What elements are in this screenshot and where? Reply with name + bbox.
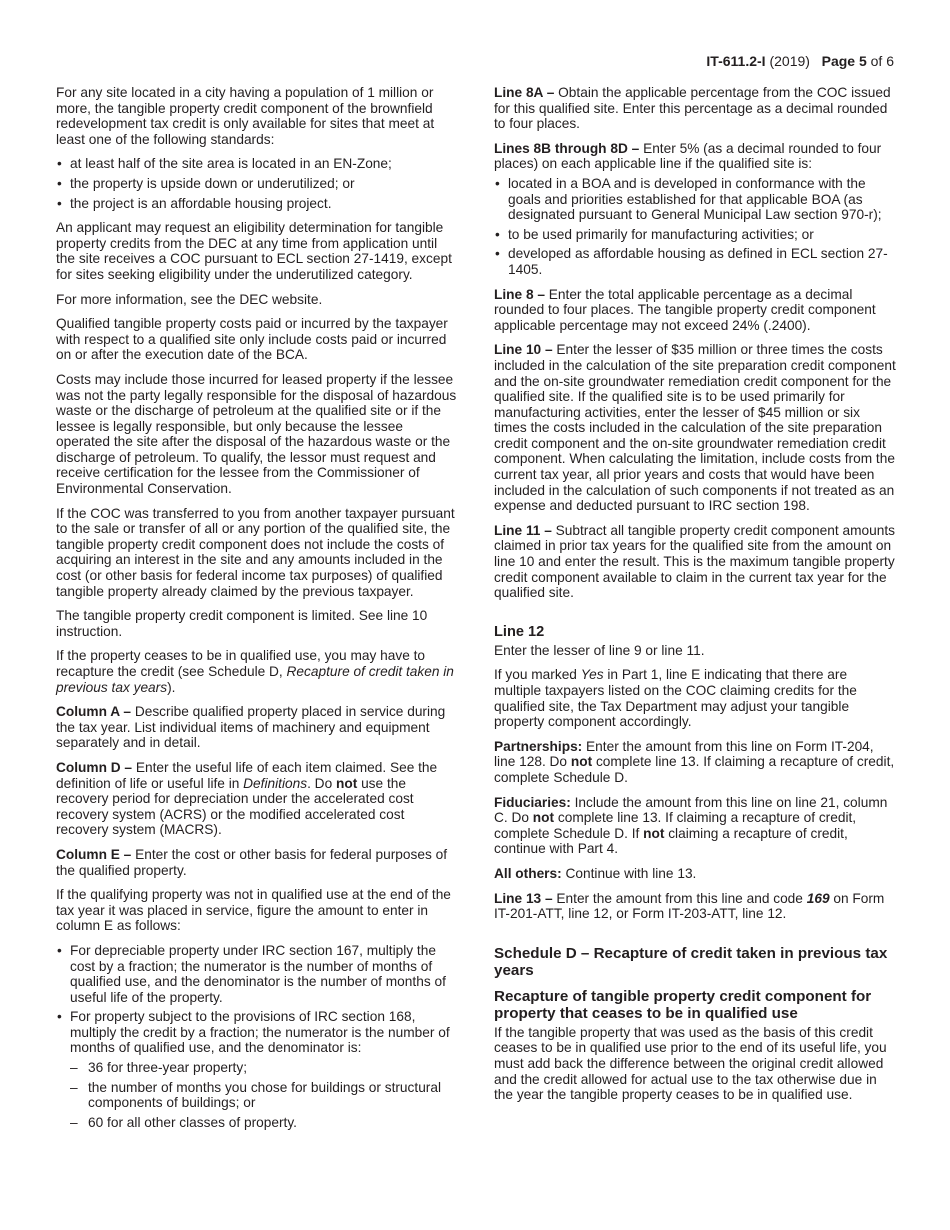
leased-property-paragraph: Costs may include those incurred for leased property if the lessee was not the party legally responsible for the disposal of hazardous waste or the discharge of petroleum at the qualified site or if the lessee is legally responsible, but only because the lessee operated the site after the disposal of the hazardous waste or the discharge of petroleum. To qualify, the lessor must request and receive certification for the lessee from the Commissioner of Environmental Conservation.	[56, 371, 457, 497]
page-number: Page 5	[821, 53, 867, 69]
list-item: • developed as affordable housing as defined in ECL section 27-1405.	[494, 246, 896, 277]
column-e-instruction: Column E – Enter the cost or other basis for federal purposes of the qualified property.	[56, 846, 448, 878]
line-11-instruction: Line 11 – Subtract all tangible property credit component amounts claimed in prior tax years for the qualified site from the amount on line 10 and enter the result. This is the maximum tangible property credit component available to claim in the current tax year for the qualified site.	[494, 522, 895, 601]
left-column	[56, 85, 458, 1139]
right-column	[494, 85, 896, 1112]
page-total: of 6	[870, 53, 894, 69]
page-header	[706, 53, 894, 69]
recapture-heading: Recapture of tangible property credit component for property that ceases to be in qualified use	[494, 987, 872, 1023]
list-item: • the property is upside down or underutilized; or	[56, 176, 458, 192]
denominator-list	[56, 1060, 458, 1130]
list-item: • at least half of the site area is located in an EN-Zone;	[56, 156, 458, 172]
list-item: • For property subject to the provisions of IRC section 168, multiply the credit by a fraction; the numerator is the number of months of qualified use, and the denominator is:	[56, 1009, 458, 1056]
column-d-instruction: Column D – Enter the useful life of each item claimed. See the definition of life or useful life in Definitions. Do not use the recovery period for depreciation under the accelerated cost recovery system (ACRS) or the modified accelerated cost recovery system (MACRS).	[56, 759, 438, 838]
list-item: – the number of months you chose for buildings or structural components of buildings; or	[56, 1080, 458, 1111]
multiple-taxpayers-paragraph: If you marked Yes in Part 1, line E indicating that there are multiple taxpayers listed on the COC claiming credits for the qualified site, the Tax Department may adjust your tangible property component accordingly.	[494, 667, 857, 730]
list-item: – 36 for three-year property;	[56, 1060, 458, 1076]
schedule-d-heading: Schedule D – Recapture of credit taken in previous tax years	[494, 944, 888, 980]
line-12-instruction: Enter the lesser of line 9 or line 11.	[494, 642, 705, 658]
coc-transfer-paragraph: If the COC was transferred to you from another taxpayer pursuant to the sale or transfer of all or any portion of the qualified site, the tangible property credit component does not include the costs of acquiring an interest in the site and any amounts included in the cost (or other basis for federal income tax purposes) of qualified tangible property already claimed by the previous taxpayer.	[56, 505, 455, 599]
line-8-instruction: Line 8 – Enter the total applicable percentage as a decimal rounded to four places. The tangible property credit component applicable percentage may not exceed 24% (.2400).	[494, 286, 876, 333]
recapture-instruction: If the tangible property that was used as the basis of this credit ceases to be in qualified use prior to the end of its useful life, you must add back the difference between the original credit allowed and the credit allowed for actual use to the tax otherwise due in the year the tangible property ceases to be in qualified use.	[494, 1024, 887, 1103]
line-8a-instruction: Line 8A – Obtain the applicable percentage from the COC issued for this qualified site. Enter this percentage as a decimal rounded to four places.	[494, 85, 891, 132]
dec-info-paragraph: For more information, see the DEC website.	[56, 291, 323, 307]
all-others-instruction: All others: Continue with line 13.	[494, 865, 697, 881]
limit-paragraph: The tangible property credit component is limited. See line 10 instruction.	[56, 608, 428, 639]
intro-paragraph: For any site located in a city having a population of 1 million or more, the tangible property credit component of the brownfield redevelopment tax credit is only available for sites that meet at least one of the following standards:	[56, 85, 435, 147]
fiduciaries-instruction: Fiduciaries: Include the amount from this line on line 21, column C. Do not complete line 13. If claiming a recapture of credit, complete Schedule D. If not claiming a recapture of credit, continue with Part 4.	[494, 794, 888, 857]
eligibility-paragraph: An applicant may request an eligibility determination for tangible property credits from the DEC at any time from application until the site receives a COC pursuant to ECL section 27-1419, except for sites seeking eligibility under the underutilized category.	[56, 220, 452, 282]
line-12-heading: Line 12	[494, 623, 545, 640]
partnerships-instruction: Partnerships: Enter the amount from this line on Form IT-204, line 128. Do not complete line 13. If claiming a recapture of credit, complete Schedule D.	[494, 738, 895, 785]
column-a-instruction: Column A – Describe qualified property placed in service during the tax year. List individual items of machinery and equipment separately and in detail.	[56, 704, 446, 751]
recapture-paragraph: If the property ceases to be in qualified use, you may have to recapture the credit (see Schedule D, Recapture of credit taken in previous tax years).	[56, 648, 454, 695]
list-item: • For depreciable property under IRC section 167, multiply the cost by a fraction; the numerator is the number of months of qualified use, and the denominator is the number of months of useful life of the property.	[56, 943, 458, 1005]
costs-paragraph: Qualified tangible property costs paid or incurred by the taxpayer with respect to a qualified site only include costs paid or incurred on or after the execution date of the BCA.	[56, 316, 448, 363]
list-item: – 60 for all other classes of property.	[56, 1115, 458, 1131]
fraction-list	[56, 943, 458, 1056]
form-id: IT-611.2-I	[706, 53, 766, 69]
form-year: (2019)	[769, 53, 810, 69]
line-13-instruction: Line 13 – Enter the amount from this line and code 169 on Form IT-201-ATT, line 12, or Form IT-203-ATT, line 12.	[494, 890, 885, 922]
list-item: • to be used primarily for manufacturing activities; or	[494, 227, 896, 243]
standards-list	[56, 156, 458, 211]
line-10-instruction: Line 10 – Enter the lesser of $35 million or three times the costs included in the calculation of the site preparation credit component and the on-site groundwater remediation credit component for the qualified site. If the qualified site is to be used primarily for manufacturing activities, enter the lesser of $45 million or six times the costs included in the calculation of the site preparation credit component and the on-site groundwater remediation credit component. When calculating the limitation, include costs from the current tax year, all prior years and costs that would have been included in the calculation of such components if not treated as an expense and deducted pursuant to IRC section 198.	[494, 342, 896, 514]
qualified-use-paragraph: If the qualifying property was not in qualified use at the end of the tax year it was placed in service, figure the amount to enter in column E as follows:	[56, 887, 451, 934]
line-8b-8d-instruction: Lines 8B through 8D – Enter 5% (as a decimal rounded to four places) on each applicable line if the qualified site is:	[494, 140, 882, 172]
list-item: • located in a BOA and is developed in conformance with the goals and priorities established for that applicable BOA (as designated pursuant to General Municipal Law section 970-r);	[494, 176, 896, 223]
list-item: • the project is an affordable housing project.	[56, 196, 458, 212]
site-criteria-list	[494, 176, 896, 278]
